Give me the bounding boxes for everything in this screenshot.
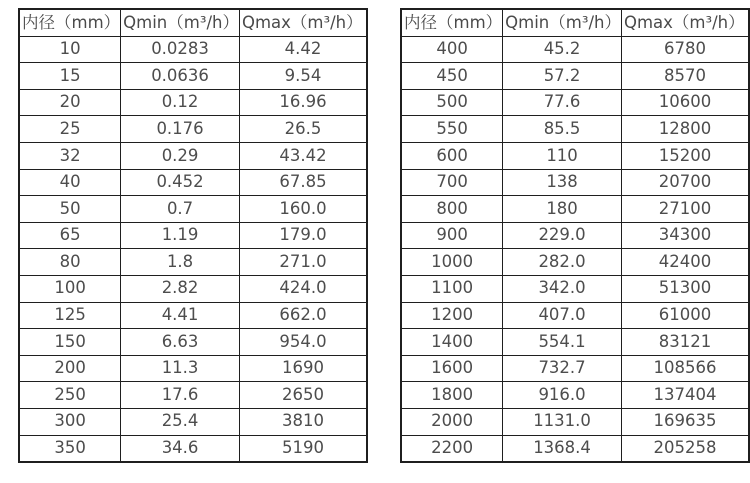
table-cell: 110 bbox=[503, 142, 622, 169]
table-cell: 61000 bbox=[621, 302, 749, 329]
table-cell: 1000 bbox=[401, 249, 503, 276]
table-row bbox=[19, 249, 367, 276]
table-row bbox=[401, 275, 749, 302]
table-cell: 1600 bbox=[401, 355, 503, 382]
table-cell: 0.0283 bbox=[121, 36, 240, 63]
table-cell: 916.0 bbox=[503, 382, 622, 409]
table-cell: 45.2 bbox=[503, 36, 622, 63]
table-cell: 77.6 bbox=[503, 89, 622, 116]
table-row bbox=[401, 142, 749, 169]
table-cell: 0.0636 bbox=[121, 63, 240, 90]
table-row bbox=[401, 329, 749, 356]
table-cell: 250 bbox=[19, 382, 121, 409]
table-cell: 0.7 bbox=[121, 196, 240, 223]
table-row bbox=[19, 169, 367, 196]
col-header-qmin: Qmin（m³/h） bbox=[503, 9, 622, 36]
table-cell: 900 bbox=[401, 222, 503, 249]
table-cell: 34.6 bbox=[121, 435, 240, 462]
table-cell: 15 bbox=[19, 63, 121, 90]
table-body bbox=[401, 36, 749, 462]
table-cell: 1.8 bbox=[121, 249, 240, 276]
table-cell: 1131.0 bbox=[503, 408, 622, 435]
table-cell: 83121 bbox=[621, 329, 749, 356]
table-cell: 40 bbox=[19, 169, 121, 196]
table-row bbox=[19, 435, 367, 462]
table-cell: 65 bbox=[19, 222, 121, 249]
table-row bbox=[401, 36, 749, 63]
table-cell: 1690 bbox=[239, 355, 367, 382]
table-cell: 26.5 bbox=[239, 116, 367, 143]
table-cell: 10600 bbox=[621, 89, 749, 116]
table-cell: 954.0 bbox=[239, 329, 367, 356]
table-cell: 1368.4 bbox=[503, 435, 622, 462]
col-header-qmax: Qmax（m³/h） bbox=[621, 9, 749, 36]
table-cell: 300 bbox=[19, 408, 121, 435]
table-cell: 1800 bbox=[401, 382, 503, 409]
table-header bbox=[19, 9, 367, 36]
table-cell: 5190 bbox=[239, 435, 367, 462]
table-row bbox=[19, 89, 367, 116]
table-row bbox=[19, 275, 367, 302]
table-cell: 0.452 bbox=[121, 169, 240, 196]
table-cell: 3810 bbox=[239, 408, 367, 435]
table-cell: 407.0 bbox=[503, 302, 622, 329]
table-cell: 17.6 bbox=[121, 382, 240, 409]
table-cell: 32 bbox=[19, 142, 121, 169]
table-cell: 11.3 bbox=[121, 355, 240, 382]
table-cell: 50 bbox=[19, 196, 121, 223]
table-row bbox=[401, 302, 749, 329]
table-cell: 6.63 bbox=[121, 329, 240, 356]
table-cell: 4.42 bbox=[239, 36, 367, 63]
table-row bbox=[401, 63, 749, 90]
table-cell: 85.5 bbox=[503, 116, 622, 143]
table-cell: 125 bbox=[19, 302, 121, 329]
header-row bbox=[401, 9, 749, 36]
table-cell: 34300 bbox=[621, 222, 749, 249]
table-row bbox=[19, 116, 367, 143]
table-cell: 662.0 bbox=[239, 302, 367, 329]
flow-spec-table-large-diameters bbox=[400, 8, 750, 463]
table-cell: 1400 bbox=[401, 329, 503, 356]
table-row bbox=[19, 355, 367, 382]
table-cell: 350 bbox=[19, 435, 121, 462]
table-cell: 8570 bbox=[621, 63, 749, 90]
table-cell: 42400 bbox=[621, 249, 749, 276]
table-cell: 12800 bbox=[621, 116, 749, 143]
table-cell: 229.0 bbox=[503, 222, 622, 249]
table-cell: 6780 bbox=[621, 36, 749, 63]
table-row bbox=[401, 382, 749, 409]
table-row bbox=[401, 116, 749, 143]
table-cell: 2200 bbox=[401, 435, 503, 462]
table-cell: 0.29 bbox=[121, 142, 240, 169]
table-row bbox=[19, 36, 367, 63]
table-cell: 1200 bbox=[401, 302, 503, 329]
table-cell: 550 bbox=[401, 116, 503, 143]
table-cell: 424.0 bbox=[239, 275, 367, 302]
table-cell: 137404 bbox=[621, 382, 749, 409]
table-row bbox=[401, 408, 749, 435]
table-row bbox=[401, 222, 749, 249]
table-cell: 0.176 bbox=[121, 116, 240, 143]
table-cell: 2650 bbox=[239, 382, 367, 409]
table-body bbox=[19, 36, 367, 462]
table-row bbox=[401, 249, 749, 276]
table-cell: 27100 bbox=[621, 196, 749, 223]
col-header-inner-diameter: 内径（mm） bbox=[19, 9, 121, 36]
table-cell: 25.4 bbox=[121, 408, 240, 435]
table-row bbox=[19, 142, 367, 169]
table-cell: 100 bbox=[19, 275, 121, 302]
col-header-qmin: Qmin（m³/h） bbox=[121, 9, 240, 36]
table-row bbox=[401, 435, 749, 462]
table-cell: 400 bbox=[401, 36, 503, 63]
table-cell: 450 bbox=[401, 63, 503, 90]
table-row bbox=[401, 355, 749, 382]
table-cell: 205258 bbox=[621, 435, 749, 462]
table-row bbox=[19, 302, 367, 329]
table-cell: 0.12 bbox=[121, 89, 240, 116]
table-cell: 20700 bbox=[621, 169, 749, 196]
col-header-inner-diameter: 内径（mm） bbox=[401, 9, 503, 36]
table-cell: 1100 bbox=[401, 275, 503, 302]
table-row bbox=[401, 169, 749, 196]
table-cell: 108566 bbox=[621, 355, 749, 382]
table-cell: 4.41 bbox=[121, 302, 240, 329]
table-cell: 67.85 bbox=[239, 169, 367, 196]
table-cell: 282.0 bbox=[503, 249, 622, 276]
table-cell: 10 bbox=[19, 36, 121, 63]
table-cell: 9.54 bbox=[239, 63, 367, 90]
table-row bbox=[19, 222, 367, 249]
table-row bbox=[19, 196, 367, 223]
table-row bbox=[19, 382, 367, 409]
table-cell: 180 bbox=[503, 196, 622, 223]
table-cell: 200 bbox=[19, 355, 121, 382]
table-cell: 500 bbox=[401, 89, 503, 116]
table-cell: 51300 bbox=[621, 275, 749, 302]
table-cell: 271.0 bbox=[239, 249, 367, 276]
table-cell: 342.0 bbox=[503, 275, 622, 302]
col-header-qmax: Qmax（m³/h） bbox=[239, 9, 367, 36]
table-cell: 16.96 bbox=[239, 89, 367, 116]
table-cell: 2.82 bbox=[121, 275, 240, 302]
table-cell: 179.0 bbox=[239, 222, 367, 249]
table-header bbox=[401, 9, 749, 36]
table-cell: 57.2 bbox=[503, 63, 622, 90]
table-cell: 600 bbox=[401, 142, 503, 169]
table-row bbox=[19, 408, 367, 435]
table-cell: 554.1 bbox=[503, 329, 622, 356]
table-cell: 700 bbox=[401, 169, 503, 196]
table-cell: 800 bbox=[401, 196, 503, 223]
table-row bbox=[19, 329, 367, 356]
table-cell: 15200 bbox=[621, 142, 749, 169]
table-cell: 169635 bbox=[621, 408, 749, 435]
table-cell: 20 bbox=[19, 89, 121, 116]
flow-spec-table-small-diameters bbox=[18, 8, 368, 463]
table-cell: 2000 bbox=[401, 408, 503, 435]
table-cell: 138 bbox=[503, 169, 622, 196]
table-cell: 150 bbox=[19, 329, 121, 356]
table-cell: 1.19 bbox=[121, 222, 240, 249]
table-cell: 43.42 bbox=[239, 142, 367, 169]
table-cell: 732.7 bbox=[503, 355, 622, 382]
table-cell: 25 bbox=[19, 116, 121, 143]
table-row bbox=[19, 63, 367, 90]
table-cell: 160.0 bbox=[239, 196, 367, 223]
table-cell: 80 bbox=[19, 249, 121, 276]
table-row bbox=[401, 196, 749, 223]
header-row bbox=[19, 9, 367, 36]
table-row bbox=[401, 89, 749, 116]
